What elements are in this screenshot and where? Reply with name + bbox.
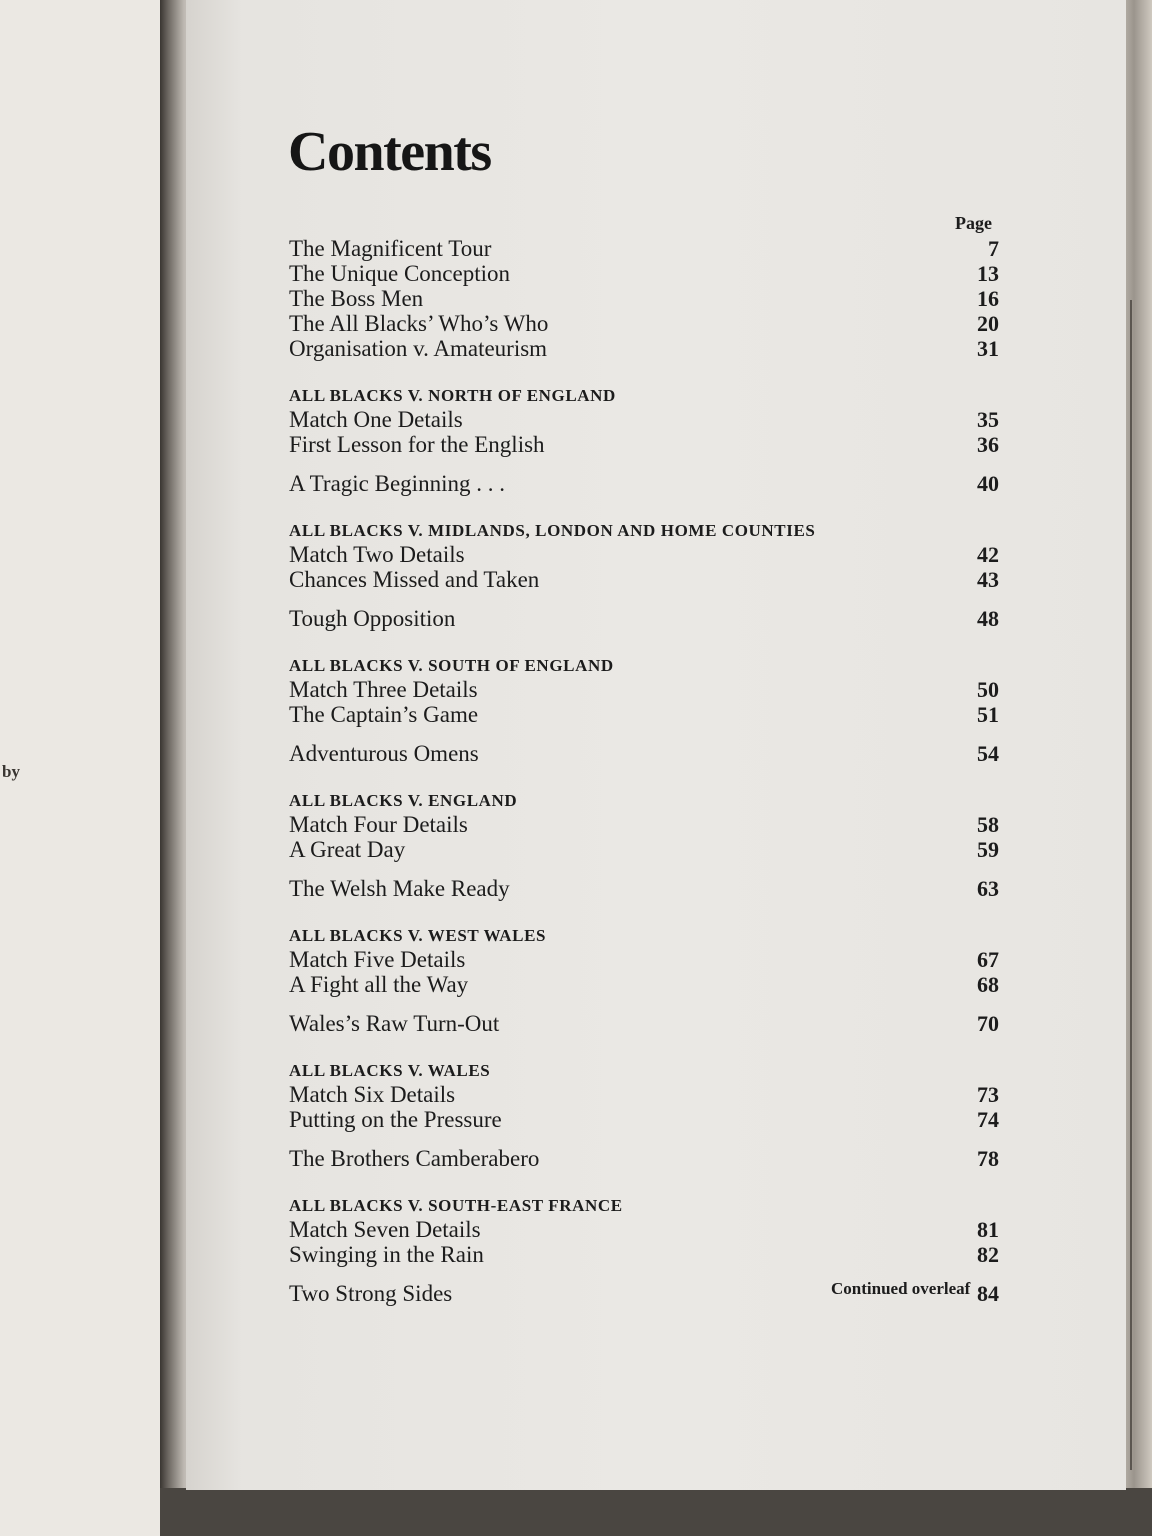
section-heading: ALL BLACKS V. SOUTH-EAST FRANCE xyxy=(289,1196,623,1215)
toc-entry-page-number: 78 xyxy=(977,1146,999,1171)
toc-entry-page-number: 51 xyxy=(977,702,999,727)
section-heading: ALL BLACKS V. ENGLAND xyxy=(289,791,518,810)
toc-entry-title: The All Blacks’ Who’s Who xyxy=(289,311,549,336)
toc-entry-page-number: 16 xyxy=(977,286,999,311)
toc-entry-title: Putting on the Pressure xyxy=(289,1107,502,1132)
toc-entry-title: Wales’s Raw Turn-Out xyxy=(289,1011,500,1036)
toc-entry-page-number: 63 xyxy=(977,876,999,901)
toc-entry xyxy=(289,432,999,457)
toc-entry xyxy=(289,261,999,286)
toc-entry-page-number: 20 xyxy=(977,311,999,336)
toc-entry-page-number: 54 xyxy=(977,741,999,766)
page-title: Contents xyxy=(288,121,491,183)
toc-entry xyxy=(289,1217,999,1242)
toc-entry-page-number: 31 xyxy=(977,336,999,361)
toc-entry-title: The Captain’s Game xyxy=(289,702,479,727)
page-column-header: Page xyxy=(955,213,992,233)
toc-entry xyxy=(289,236,999,261)
toc-entry xyxy=(289,876,999,901)
toc-entry-page-number: 43 xyxy=(977,567,999,592)
toc-entry xyxy=(289,471,999,496)
toc-entry-page-number: 36 xyxy=(977,432,999,457)
section-heading: ALL BLACKS V. NORTH OF ENGLAND xyxy=(289,386,616,405)
toc-entry-page-number: 58 xyxy=(977,812,999,837)
toc-entry xyxy=(289,947,999,972)
toc-entry-page-number: 48 xyxy=(977,606,999,631)
toc-entry-page-number: 67 xyxy=(977,947,999,972)
toc-entry-title: A Great Day xyxy=(289,837,406,862)
toc-entry-title: The Brothers Camberabero xyxy=(289,1146,540,1171)
toc-entry-title: Two Strong Sides xyxy=(289,1281,453,1306)
toc-entry-page-number: 7 xyxy=(988,236,999,261)
section-heading: ALL BLACKS V. MIDLANDS, LONDON AND HOME COUNTIES xyxy=(289,521,816,540)
toc-entry-page-number: 42 xyxy=(977,542,999,567)
left-page-text-fragment: by xyxy=(2,762,20,781)
toc-entry-page-number: 82 xyxy=(977,1242,999,1267)
toc-entry xyxy=(289,336,999,361)
toc-entry-title: Adventurous Omens xyxy=(289,741,479,766)
toc-entry xyxy=(289,311,999,336)
left-facing-page xyxy=(0,0,166,1536)
toc-entry-title: Organisation v. Amateurism xyxy=(289,336,548,361)
toc-entry-page-number: 40 xyxy=(977,471,999,496)
toc-entry xyxy=(289,567,999,592)
toc-entry-title: Match Six Details xyxy=(289,1082,456,1107)
toc-entry-title: Chances Missed and Taken xyxy=(289,567,540,592)
toc-entry-title: A Tragic Beginning . . . xyxy=(289,471,505,496)
section-heading: ALL BLACKS V. WALES xyxy=(289,1061,491,1080)
toc-entry-title: The Unique Conception xyxy=(289,261,511,286)
toc-entry-title: First Lesson for the English xyxy=(289,432,545,457)
toc-entry-page-number: 84 xyxy=(977,1281,999,1306)
toc-entry-page-number: 73 xyxy=(977,1082,999,1107)
toc-entry xyxy=(289,542,999,567)
toc-entry-title: Match Three Details xyxy=(289,677,478,702)
toc-entry-title: Match One Details xyxy=(289,407,463,432)
toc-entry-title: Match Five Details xyxy=(289,947,466,972)
toc-entry-page-number: 50 xyxy=(977,677,999,702)
book-cover-edge xyxy=(160,1488,1152,1536)
toc-entry xyxy=(289,837,999,862)
toc-entry-page-number: 68 xyxy=(977,972,999,997)
toc-entry-title: Match Four Details xyxy=(289,812,468,837)
toc-entry-title: The Welsh Make Ready xyxy=(289,876,510,901)
toc-entry xyxy=(289,702,999,727)
table-of-contents xyxy=(289,236,999,1306)
toc-entry xyxy=(289,741,999,766)
toc-entry xyxy=(289,1242,999,1267)
toc-entry-title: The Boss Men xyxy=(289,286,424,311)
toc-entry xyxy=(289,677,999,702)
toc-entry xyxy=(289,286,999,311)
toc-entry-title: Tough Opposition xyxy=(289,606,456,631)
toc-entry xyxy=(289,1082,999,1107)
toc-entry-page-number: 74 xyxy=(977,1107,999,1132)
toc-entry xyxy=(289,606,999,631)
page-edge-line xyxy=(1130,300,1132,1470)
toc-entry xyxy=(289,972,999,997)
toc-entry xyxy=(289,1146,999,1171)
section-heading: ALL BLACKS V. WEST WALES xyxy=(289,926,547,945)
toc-entry-title: Match Seven Details xyxy=(289,1217,481,1242)
toc-entry xyxy=(289,407,999,432)
page-stack-edge xyxy=(1122,0,1152,1488)
toc-entry-page-number: 13 xyxy=(977,261,999,286)
toc-entry-title: Swinging in the Rain xyxy=(289,1242,484,1267)
toc-entry xyxy=(289,1011,999,1036)
toc-entry-title: The Magnificent Tour xyxy=(289,236,492,261)
toc-entry xyxy=(289,812,999,837)
toc-entry-page-number: 81 xyxy=(977,1217,999,1242)
continued-note: Continued overleaf xyxy=(831,1279,971,1298)
toc-entry-title: Match Two Details xyxy=(289,542,465,567)
section-heading: ALL BLACKS V. SOUTH OF ENGLAND xyxy=(289,656,614,675)
toc-entry-page-number: 35 xyxy=(977,407,999,432)
toc-entry xyxy=(289,1107,999,1132)
toc-entry-title: A Fight all the Way xyxy=(289,972,469,997)
toc-entry-page-number: 70 xyxy=(977,1011,999,1036)
toc-entry-page-number: 59 xyxy=(977,837,999,862)
